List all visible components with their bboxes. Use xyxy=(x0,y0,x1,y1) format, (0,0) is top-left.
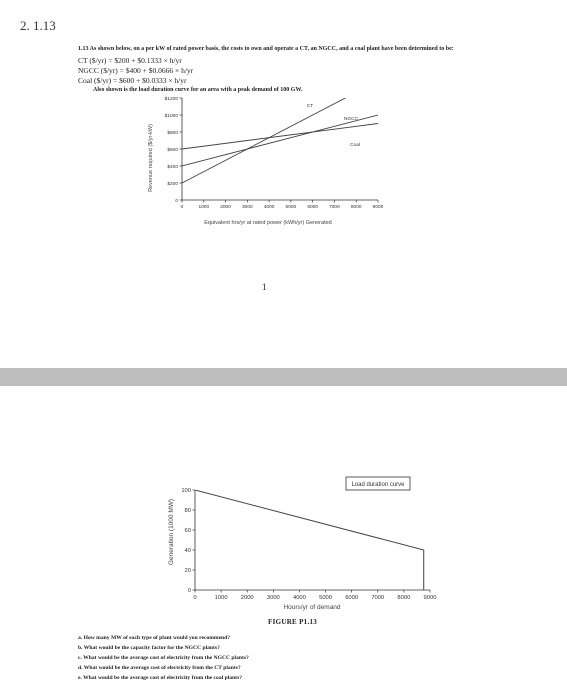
equation-ct: CT ($/yr) = $200 + $0.1333 × h/yr xyxy=(78,56,182,65)
x-tick-label: 3000 xyxy=(266,594,280,601)
y-tick-label: $1200 xyxy=(164,97,178,102)
question-e: e. What would be the average cost of electricity from the coal plants? xyxy=(78,675,242,681)
equation-ngcc: NGCC ($/yr) = $400 + $0.0666 × h/yr xyxy=(78,66,194,75)
question-c: c. What would be the average cost of electricity from the NGCC plants? xyxy=(78,655,249,661)
x-tick-label: 8000 xyxy=(397,594,411,601)
y-tick-label: 20 xyxy=(184,568,191,574)
x-tick-label: 2000 xyxy=(240,594,254,601)
x-tick-label: 6000 xyxy=(307,204,319,210)
y-tick-label: 0 xyxy=(187,588,191,594)
x-tick-label: 0 xyxy=(180,204,184,210)
y-tick-label: 40 xyxy=(184,548,191,554)
y-tick-label: 0 xyxy=(175,199,178,204)
figure-label: FIGURE P1.13 xyxy=(268,618,318,626)
series-label-coal: Coal xyxy=(350,143,360,148)
series-line-ngcc xyxy=(182,115,378,166)
y-tick-label: $800 xyxy=(167,131,178,136)
x-tick-label: 7000 xyxy=(329,204,340,210)
x-tick-label: 8000 xyxy=(350,204,362,210)
series-line-ct xyxy=(182,81,378,183)
y-tick-label: $400 xyxy=(167,165,178,170)
x-tick-label: 0 xyxy=(193,594,197,601)
x-tick-label: 9000 xyxy=(423,594,437,601)
x-tick-label: 3000 xyxy=(241,204,253,210)
x-tick-label: 5000 xyxy=(319,594,333,601)
y-tick-label: 80 xyxy=(184,508,191,514)
legend-label: Load duration curve xyxy=(351,482,405,488)
y-tick-label: $600 xyxy=(167,148,178,153)
x-tick-label: 4000 xyxy=(263,204,275,210)
series-line-coal xyxy=(182,124,378,150)
load-duration-chart xyxy=(165,472,437,620)
y-tick-label: $1000 xyxy=(164,114,178,119)
y-axis-label: Revenue required ($/yr-kW) xyxy=(148,124,154,192)
x-tick-label: 1000 xyxy=(214,594,228,601)
x-tick-label: 7000 xyxy=(371,594,385,601)
problem-intro: 1.13 As shown below, on a per kW of rated power basis, the costs to own and operate a CT, an NGCC, and a coal plant have been determined to be: xyxy=(78,46,454,52)
question-a: a. How many MW of each type of plant would you recommend? xyxy=(78,635,231,641)
question-d: d. What would be the average cost of electricity from the CT plants? xyxy=(78,665,241,671)
x-axis-label: Hours/yr of demand xyxy=(283,604,341,611)
problem-number: 2. 1.13 xyxy=(20,18,56,33)
y-tick-label: $200 xyxy=(167,182,178,187)
series-label-ct: CT xyxy=(306,104,314,109)
x-tick-label: 1000 xyxy=(198,204,210,210)
series-line-load-duration-curve xyxy=(195,490,424,590)
x-tick-label: 6000 xyxy=(345,594,359,601)
page-divider xyxy=(0,368,567,386)
cost-chart xyxy=(130,92,390,232)
y-axis-label: Generation (1000 MW) xyxy=(168,498,175,566)
question-b: b. What would be the capacity factor for the NGCC plants? xyxy=(78,645,220,651)
x-tick-label: 9000 xyxy=(372,204,384,210)
x-tick-label: 4000 xyxy=(292,594,306,601)
x-axis-label: Equivalent hrs/yr at rated power (kWh/yr) Generated xyxy=(204,220,332,226)
x-tick-label: 5000 xyxy=(285,204,297,210)
x-tick-label: 2000 xyxy=(220,204,231,210)
series-label-ngcc: NGCC xyxy=(343,117,359,122)
y-tick-label: 60 xyxy=(184,528,191,534)
page-number: 1 xyxy=(262,282,267,292)
equation-coal: Coal ($/yr) = $600 + $0.0333 × h/yr xyxy=(78,76,187,85)
y-tick-label: 100 xyxy=(181,488,191,494)
problem-note: Also shown is the load duration curve for an area with a peak demand of 100 GW. xyxy=(93,87,303,93)
